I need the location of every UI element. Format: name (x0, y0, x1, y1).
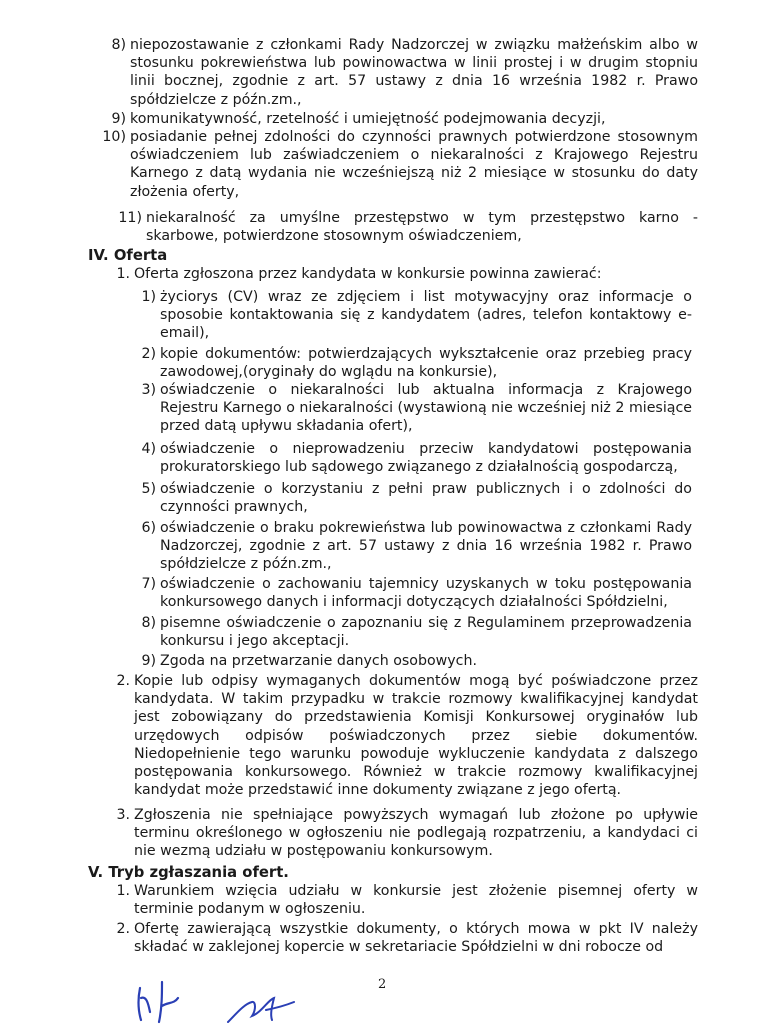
page-number: 2 (378, 977, 387, 992)
list-item (116, 672, 698, 799)
item-text: Kopie lub odpisy wymaganych dokumentów mogą być poświadczone przez kandydata. W takim przypadku w trakcie rozmowy kwalifikacyjnej kandydat jest zobowiązany do przedstawienia Komisji Konkursowej oryginałów lub urzędowych odpisów poświadczonych przez siebie dokumentów. Niedopełnienie tego warunku powoduje wykluczenie kandydata z dalszego postępowania konkursowego. Również w trakcie rozmowy kwalifikacyjnej kandydat może przedstawić inne dokumenty związane z jego ofertą. (134, 673, 698, 799)
list-item (116, 806, 698, 861)
item-number: 8) (111, 37, 126, 53)
list-item (141, 345, 692, 381)
section-heading: V. Tryb zgłaszania ofert. (88, 864, 289, 881)
item-text: oświadczenie o zachowaniu tajemnicy uzyskanych w toku postępowania konkursowego danych i informacji dotyczących działalności Spółdzielni, (160, 576, 692, 611)
list-item (141, 652, 692, 670)
list-item (102, 128, 698, 201)
item-text: oświadczenie o korzystaniu z pełni praw publicznych i o zdolności do czynności prawnych, (160, 481, 692, 516)
list-item (118, 209, 698, 245)
item-text: kopie dokumentów: potwierdzających wykształcenie oraz przebieg pracy zawodowej,(oryginały do wglądu na konkursie), (160, 346, 692, 381)
list-item (116, 882, 698, 918)
item-number: 9) (141, 653, 156, 669)
item-number: 11) (118, 210, 142, 226)
item-text: Ofertę zawierającą wszystkie dokumenty, o których mowa w pkt IV należy składać w zaklejonej kopercie w sekretariacie Spółdzielni w dni robocze od (134, 921, 698, 956)
item-text: posiadanie pełnej zdolności do czynności prawnych potwierdzone stosownym oświadczeniem lub zaświadczeniem o niekaralności z Krajowego Rejestru Karnego z datą wydania nie wcześniejszą niż 2 miesiące w stosunku do daty złożenia oferty, (130, 129, 698, 200)
item-number: 10) (102, 129, 126, 145)
item-text: oświadczenie o niekaralności lub aktualna informacja z Krajowego Rejestru Karnego o niekaralności (wystawioną nie wcześniej niż 2 miesiące przed datą upływu składania ofert), (160, 382, 692, 435)
item-text: pisemne oświadczenie o zapoznaniu się z Regulaminem przeprowadzenia konkursu i jego akceptacji. (160, 615, 692, 650)
list-item (116, 920, 698, 956)
list-item (141, 480, 692, 516)
item-number: 6) (141, 520, 156, 536)
list-item (116, 265, 698, 283)
signature-right (222, 992, 312, 1024)
item-number: 2) (141, 346, 156, 362)
item-number: 7) (141, 576, 156, 592)
item-text: oświadczenie o braku pokrewieństwa lub powinowactwa z członkami Rady Nadzorczej, zgodnie z art. 57 ustawy z dnia 16 września 1982 r. Prawo spółdzielcze z późn.zm., (160, 520, 692, 573)
section-heading: IV. Oferta (88, 247, 168, 264)
item-text: niekaralność za umyślne przestępstwo w tym przestępstwo karno - skarbowe, potwierdzone stosownym oświadczeniem, (146, 210, 698, 245)
item-number: 9) (111, 111, 126, 127)
item-number: 4) (141, 441, 156, 457)
signature-left (132, 968, 212, 1024)
item-text: Oferta zgłoszona przez kandydata w konkursie powinna zawierać: (134, 266, 602, 282)
item-number: 3) (141, 382, 156, 398)
item-text: Zgłoszenia nie spełniające powyższych wymagań lub złożone po upływie terminu określonego w ogłoszeniu nie podlegają rozpatrzeniu, a kandydaci ci nie wezmą udziału w postępowaniu konkursowym. (134, 807, 698, 860)
item-text: niepozostawanie z członkami Rady Nadzorczej w związku małżeńskim albo w stosunku pokrewieństwa lub powinowactwa w linii prostej i w drugim stopniu linii bocznej, zgodnie z art. 57 ustawy z dnia 16 września 1982 r. Prawo spółdzielcze z późn.zm., (130, 37, 698, 108)
list-item (141, 519, 692, 574)
item-number: 8) (141, 615, 156, 631)
item-text: Zgoda na przetwarzanie danych osobowych. (160, 653, 477, 669)
item-number: 2. (116, 673, 130, 689)
list-item (141, 575, 692, 611)
item-number: 1. (116, 883, 130, 899)
item-number: 1) (141, 289, 156, 305)
item-number: 5) (141, 481, 156, 497)
list-item (111, 110, 698, 128)
list-item (141, 288, 692, 343)
item-text: oświadczenie o nieprowadzeniu przeciw kandydatowi postępowania prokuratorskiego lub sądowego związanego z działalnością gospodarczą, (160, 441, 692, 476)
list-item (141, 614, 692, 650)
item-text: Warunkiem wzięcia udziału w konkursie jest złożenie pisemnej oferty w terminie podanym w ogłoszeniu. (134, 883, 698, 918)
item-text: komunikatywność, rzetelność i umiejętność podejmowania decyzji, (130, 111, 606, 127)
list-item (141, 381, 692, 436)
item-text: życiorys (CV) wraz ze zdjęciem i list motywacyjny oraz informacje o sposobie kontaktowania się z kandydatem (adres, telefon kontaktowy e-email), (160, 289, 692, 342)
item-number: 1. (116, 266, 130, 282)
item-number: 2. (116, 921, 130, 937)
list-item (111, 36, 698, 109)
list-item (141, 440, 692, 476)
item-number: 3. (116, 807, 130, 823)
